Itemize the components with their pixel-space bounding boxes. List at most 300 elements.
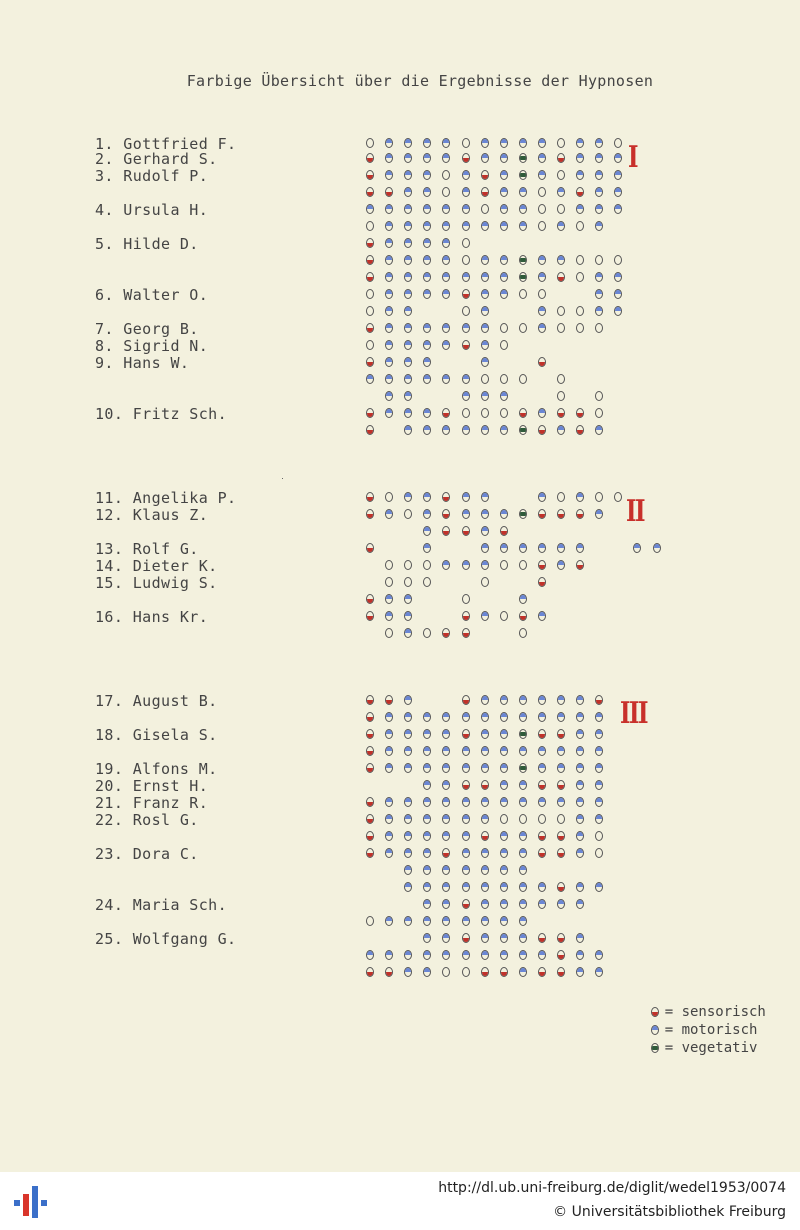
person-name: 3. Rudolf P. xyxy=(95,167,209,185)
sensorisch-dot xyxy=(576,425,584,435)
empty-dot xyxy=(595,408,603,418)
motorisch-dot xyxy=(595,187,603,197)
empty-dot xyxy=(462,238,470,248)
motorisch-dot xyxy=(442,340,450,350)
motorisch-dot xyxy=(423,408,431,418)
legend-label-motorisch: = motorisch xyxy=(664,1022,758,1038)
sensorisch-dot xyxy=(538,560,546,570)
sensorisch-dot xyxy=(557,153,565,163)
motorisch-dot xyxy=(519,950,527,960)
sensorisch-dot xyxy=(366,611,374,621)
motorisch-dot xyxy=(481,695,489,705)
motorisch-dot xyxy=(481,425,489,435)
footer xyxy=(0,1172,800,1230)
motorisch-dot xyxy=(481,138,489,148)
empty-dot xyxy=(519,814,527,824)
motorisch-dot xyxy=(423,967,431,977)
motorisch-dot xyxy=(366,204,374,214)
empty-dot xyxy=(519,323,527,333)
motorisch-dot xyxy=(404,221,412,231)
motorisch-dot xyxy=(519,594,527,604)
sensorisch-dot xyxy=(538,848,546,858)
person-name: 8. Sigrid N. xyxy=(95,337,209,355)
motorisch-dot xyxy=(595,814,603,824)
motorisch-dot xyxy=(576,831,584,841)
empty-dot xyxy=(538,221,546,231)
motorisch-dot xyxy=(519,797,527,807)
motorisch-dot xyxy=(595,797,603,807)
motorisch-dot xyxy=(385,357,393,367)
motorisch-dot xyxy=(404,967,412,977)
motorisch-dot xyxy=(481,848,489,858)
motorisch-dot xyxy=(404,848,412,858)
motorisch-dot xyxy=(557,187,565,197)
motorisch-dot xyxy=(519,138,527,148)
motorisch-dot xyxy=(538,153,546,163)
sensorisch-dot xyxy=(366,187,374,197)
motorisch-dot xyxy=(538,950,546,960)
motorisch-dot xyxy=(442,323,450,333)
motorisch-dot xyxy=(481,391,489,401)
sensorisch-dot xyxy=(557,509,565,519)
motorisch-dot xyxy=(423,712,431,722)
sensorisch-dot xyxy=(442,628,450,638)
motorisch-dot xyxy=(481,746,489,756)
motorisch-dot xyxy=(557,221,565,231)
motorisch-dot xyxy=(404,170,412,180)
sensorisch-dot xyxy=(462,729,470,739)
motorisch-dot xyxy=(576,695,584,705)
group-marker-3: III xyxy=(620,696,648,731)
motorisch-dot xyxy=(519,695,527,705)
motorisch-dot xyxy=(404,950,412,960)
empty-dot xyxy=(366,916,374,926)
motorisch-dot xyxy=(500,848,508,858)
empty-dot xyxy=(519,374,527,384)
sensorisch-dot xyxy=(557,882,565,892)
motorisch-dot xyxy=(557,255,565,265)
sensorisch-dot xyxy=(366,746,374,756)
empty-dot xyxy=(366,306,374,316)
motorisch-dot xyxy=(404,153,412,163)
legend-label-vegetativ: = vegetativ xyxy=(664,1040,758,1056)
motorisch-dot xyxy=(404,374,412,384)
motorisch-dot xyxy=(576,967,584,977)
motorisch-dot xyxy=(500,780,508,790)
vegetativ-dot xyxy=(519,153,527,163)
motorisch-dot xyxy=(385,712,393,722)
motorisch-dot xyxy=(462,391,470,401)
person-name: 7. Georg B. xyxy=(95,320,199,338)
motorisch-dot xyxy=(462,425,470,435)
motorisch-dot xyxy=(595,204,603,214)
motorisch-dot xyxy=(385,391,393,401)
motorisch-dot xyxy=(500,933,508,943)
sensorisch-dot xyxy=(442,509,450,519)
motorisch-dot xyxy=(576,933,584,943)
motorisch-dot xyxy=(385,916,393,926)
sensorisch-dot xyxy=(385,695,393,705)
motorisch-dot xyxy=(595,712,603,722)
motorisch-dot xyxy=(576,492,584,502)
motorisch-dot xyxy=(595,950,603,960)
motorisch-dot xyxy=(576,138,584,148)
empty-dot xyxy=(576,255,584,265)
motorisch-dot xyxy=(538,797,546,807)
motorisch-dot xyxy=(462,560,470,570)
motorisch-dot xyxy=(404,628,412,638)
motorisch-dot xyxy=(442,763,450,773)
motorisch-dot xyxy=(519,882,527,892)
empty-dot xyxy=(595,391,603,401)
source-url-link[interactable]: http://dl.ub.uni-freiburg.de/diglit/wedel1953/0074 xyxy=(438,1180,786,1196)
motorisch-dot xyxy=(462,712,470,722)
motorisch-dot xyxy=(404,729,412,739)
motorisch-dot xyxy=(614,289,622,299)
motorisch-dot xyxy=(519,916,527,926)
motorisch-dot xyxy=(576,848,584,858)
motorisch-dot xyxy=(442,560,450,570)
motorisch-dot xyxy=(481,306,489,316)
motorisch-dot xyxy=(423,797,431,807)
sensorisch-dot xyxy=(557,950,565,960)
motorisch-dot xyxy=(500,138,508,148)
sensorisch-dot xyxy=(462,933,470,943)
motorisch-dot xyxy=(519,899,527,909)
sensorisch-dot xyxy=(462,611,470,621)
person-name: 21. Franz R. xyxy=(95,794,209,812)
sensorisch-dot xyxy=(576,408,584,418)
motorisch-dot xyxy=(442,153,450,163)
sensorisch-dot xyxy=(366,408,374,418)
person-name: 15. Ludwig S. xyxy=(95,574,218,592)
sensorisch-dot xyxy=(366,594,374,604)
empty-dot xyxy=(366,340,374,350)
empty-dot xyxy=(557,138,565,148)
sensorisch-dot xyxy=(576,560,584,570)
person-name: 5. Hilde D. xyxy=(95,235,199,253)
person-name: 14. Dieter K. xyxy=(95,557,218,575)
motorisch-dot xyxy=(404,408,412,418)
empty-dot xyxy=(557,170,565,180)
motorisch-dot xyxy=(595,306,603,316)
motorisch-dot xyxy=(481,543,489,553)
motorisch-dot xyxy=(557,543,565,553)
motorisch-dot xyxy=(404,391,412,401)
motorisch-dot xyxy=(442,797,450,807)
sensorisch-dot xyxy=(462,628,470,638)
motorisch-dot xyxy=(595,882,603,892)
empty-dot xyxy=(366,289,374,299)
empty-dot xyxy=(500,560,508,570)
motorisch-dot xyxy=(595,729,603,739)
empty-dot xyxy=(481,408,489,418)
motorisch-dot xyxy=(519,712,527,722)
empty-dot xyxy=(404,577,412,587)
person-name: 16. Hans Kr. xyxy=(95,608,209,626)
empty-dot xyxy=(576,323,584,333)
motorisch-dot xyxy=(462,797,470,807)
motorisch-dot xyxy=(462,831,470,841)
empty-dot xyxy=(500,340,508,350)
empty-dot xyxy=(423,560,431,570)
motorisch-dot xyxy=(500,255,508,265)
motorisch-dot xyxy=(576,170,584,180)
legend-label-sensorisch: = sensorisch xyxy=(664,1004,766,1020)
motorisch-dot xyxy=(442,255,450,265)
motorisch-dot xyxy=(500,746,508,756)
motorisch-dot xyxy=(481,221,489,231)
motorisch-dot xyxy=(423,221,431,231)
motorisch-dot xyxy=(500,729,508,739)
motorisch-dot xyxy=(595,425,603,435)
motorisch-dot xyxy=(442,729,450,739)
separator-mark xyxy=(282,478,283,479)
empty-dot xyxy=(519,560,527,570)
sensorisch-dot xyxy=(366,729,374,739)
motorisch-dot xyxy=(404,611,412,621)
person-name: 24. Maria Sch. xyxy=(95,896,228,914)
motorisch-dot xyxy=(500,153,508,163)
motorisch-dot xyxy=(538,763,546,773)
sensorisch-dot xyxy=(557,831,565,841)
motorisch-dot xyxy=(385,848,393,858)
sensorisch-dot xyxy=(462,289,470,299)
empty-dot xyxy=(442,170,450,180)
motorisch-dot xyxy=(404,187,412,197)
person-name: 6. Walter O. xyxy=(95,286,209,304)
empty-dot xyxy=(500,374,508,384)
motorisch-dot xyxy=(404,204,412,214)
motorisch-dot xyxy=(576,729,584,739)
empty-dot xyxy=(366,221,374,231)
empty-dot xyxy=(557,814,565,824)
empty-dot xyxy=(538,289,546,299)
sensorisch-dot xyxy=(366,272,374,282)
motorisch-dot xyxy=(519,831,527,841)
motorisch-dot xyxy=(500,916,508,926)
motorisch-dot xyxy=(576,899,584,909)
motorisch-dot xyxy=(462,272,470,282)
motorisch-dot xyxy=(423,746,431,756)
motorisch-dot xyxy=(538,746,546,756)
empty-dot xyxy=(519,289,527,299)
person-name: 12. Klaus Z. xyxy=(95,506,209,524)
empty-dot xyxy=(557,391,565,401)
empty-dot xyxy=(595,831,603,841)
copyright-text: © Universitätsbibliothek Freiburg xyxy=(553,1204,786,1220)
motorisch-dot xyxy=(481,526,489,536)
motorisch-dot xyxy=(576,797,584,807)
motorisch-dot xyxy=(404,882,412,892)
motorisch-dot xyxy=(462,204,470,214)
motorisch-dot xyxy=(595,153,603,163)
empty-dot xyxy=(557,323,565,333)
person-name: 2. Gerhard S. xyxy=(95,150,218,168)
sensorisch-dot xyxy=(557,967,565,977)
motorisch-dot xyxy=(500,272,508,282)
motorisch-dot xyxy=(519,746,527,756)
motorisch-dot xyxy=(385,289,393,299)
motorisch-dot xyxy=(404,289,412,299)
sensorisch-dot xyxy=(462,899,470,909)
motorisch-dot xyxy=(385,221,393,231)
motorisch-dot xyxy=(404,272,412,282)
motorisch-dot xyxy=(462,509,470,519)
motorisch-dot xyxy=(385,170,393,180)
sensorisch-dot xyxy=(366,814,374,824)
motorisch-dot xyxy=(462,187,470,197)
person-name: 18. Gisela S. xyxy=(95,726,218,744)
empty-dot xyxy=(614,255,622,265)
empty-dot xyxy=(500,408,508,418)
motorisch-dot xyxy=(481,357,489,367)
empty-dot xyxy=(595,492,603,502)
motorisch-dot xyxy=(423,323,431,333)
sensorisch-dot xyxy=(366,255,374,265)
motorisch-dot xyxy=(481,882,489,892)
motorisch-dot xyxy=(385,255,393,265)
motorisch-dot xyxy=(595,170,603,180)
motorisch-dot xyxy=(423,509,431,519)
motorisch-dot xyxy=(404,865,412,875)
empty-dot xyxy=(538,187,546,197)
sensorisch-dot xyxy=(442,526,450,536)
motorisch-dot xyxy=(500,543,508,553)
motorisch-dot xyxy=(423,153,431,163)
motorisch-dot xyxy=(404,814,412,824)
motorisch-dot xyxy=(481,950,489,960)
motorisch-dot xyxy=(404,138,412,148)
empty-dot xyxy=(500,611,508,621)
motorisch-dot xyxy=(500,712,508,722)
sensorisch-dot xyxy=(538,509,546,519)
empty-dot xyxy=(614,138,622,148)
motorisch-dot xyxy=(423,170,431,180)
sensorisch-dot xyxy=(366,763,374,773)
motorisch-dot xyxy=(462,763,470,773)
motorisch-dot xyxy=(442,374,450,384)
motorisch-dot xyxy=(404,255,412,265)
person-name: 1. Gottfried F. xyxy=(95,135,237,153)
sensorisch-dot xyxy=(538,967,546,977)
motorisch-dot xyxy=(538,712,546,722)
motorisch-dot xyxy=(538,695,546,705)
motorisch-dot xyxy=(404,916,412,926)
empty-dot xyxy=(423,628,431,638)
vegetativ-dot xyxy=(519,763,527,773)
motorisch-dot xyxy=(366,374,374,384)
empty-dot xyxy=(614,492,622,502)
sensorisch-dot xyxy=(481,967,489,977)
motorisch-dot xyxy=(538,408,546,418)
sensorisch-dot xyxy=(462,153,470,163)
motorisch-dot xyxy=(442,780,450,790)
sensorisch-dot xyxy=(481,780,489,790)
motorisch-dot xyxy=(385,763,393,773)
motorisch-dot xyxy=(423,814,431,824)
motorisch-dot xyxy=(576,712,584,722)
motorisch-dot xyxy=(442,272,450,282)
person-name: 17. August B. xyxy=(95,692,218,710)
motorisch-dot xyxy=(423,950,431,960)
empty-dot xyxy=(595,323,603,333)
motorisch-dot xyxy=(385,408,393,418)
motorisch-dot xyxy=(423,916,431,926)
sensorisch-dot xyxy=(481,187,489,197)
motorisch-dot xyxy=(538,255,546,265)
motorisch-dot xyxy=(423,340,431,350)
motorisch-dot xyxy=(385,374,393,384)
empty-dot xyxy=(442,967,450,977)
motorisch-dot xyxy=(595,967,603,977)
sensorisch-dot xyxy=(538,357,546,367)
sensorisch-dot xyxy=(500,967,508,977)
empty-dot xyxy=(538,814,546,824)
motorisch-dot xyxy=(423,289,431,299)
vegetativ-dot xyxy=(519,170,527,180)
empty-dot xyxy=(366,138,374,148)
sensorisch-dot xyxy=(462,780,470,790)
motorisch-dot xyxy=(481,814,489,824)
motorisch-dot xyxy=(442,882,450,892)
motorisch-dot xyxy=(385,138,393,148)
motorisch-dot xyxy=(385,611,393,621)
sensorisch-dot xyxy=(366,238,374,248)
motorisch-dot xyxy=(595,272,603,282)
motorisch-dot xyxy=(538,306,546,316)
motorisch-dot xyxy=(576,950,584,960)
empty-dot xyxy=(404,560,412,570)
motorisch-dot xyxy=(385,746,393,756)
motorisch-dot xyxy=(519,933,527,943)
motorisch-dot xyxy=(423,543,431,553)
motorisch-dot xyxy=(481,289,489,299)
motorisch-dot xyxy=(595,780,603,790)
sensorisch-dot xyxy=(557,933,565,943)
motorisch-dot xyxy=(481,255,489,265)
motorisch-dot xyxy=(481,916,489,926)
empty-dot xyxy=(462,306,470,316)
motorisch-dot xyxy=(481,899,489,909)
motorisch-dot xyxy=(404,357,412,367)
empty-dot xyxy=(519,628,527,638)
motorisch-dot xyxy=(481,153,489,163)
motorisch-dot xyxy=(423,492,431,502)
person-name: 9. Hans W. xyxy=(95,354,190,372)
motorisch-dot xyxy=(538,272,546,282)
person-name: 13. Rolf G. xyxy=(95,540,199,558)
motorisch-dot xyxy=(595,221,603,231)
motorisch-dot xyxy=(519,967,527,977)
sensorisch-dot xyxy=(366,543,374,553)
motorisch-dot xyxy=(385,509,393,519)
motorisch-dot xyxy=(500,950,508,960)
empty-dot xyxy=(481,374,489,384)
motorisch-dot xyxy=(404,306,412,316)
motorisch-dot xyxy=(557,797,565,807)
motorisch-dot xyxy=(404,425,412,435)
motorisch-dot xyxy=(500,509,508,519)
motorisch-dot xyxy=(481,611,489,621)
vegetativ-dot xyxy=(519,425,527,435)
motorisch-dot xyxy=(557,425,565,435)
motorisch-dot xyxy=(614,272,622,282)
vegetativ-dot xyxy=(519,255,527,265)
motorisch-dot xyxy=(557,763,565,773)
motorisch-dot xyxy=(423,374,431,384)
motorisch-dot xyxy=(423,204,431,214)
